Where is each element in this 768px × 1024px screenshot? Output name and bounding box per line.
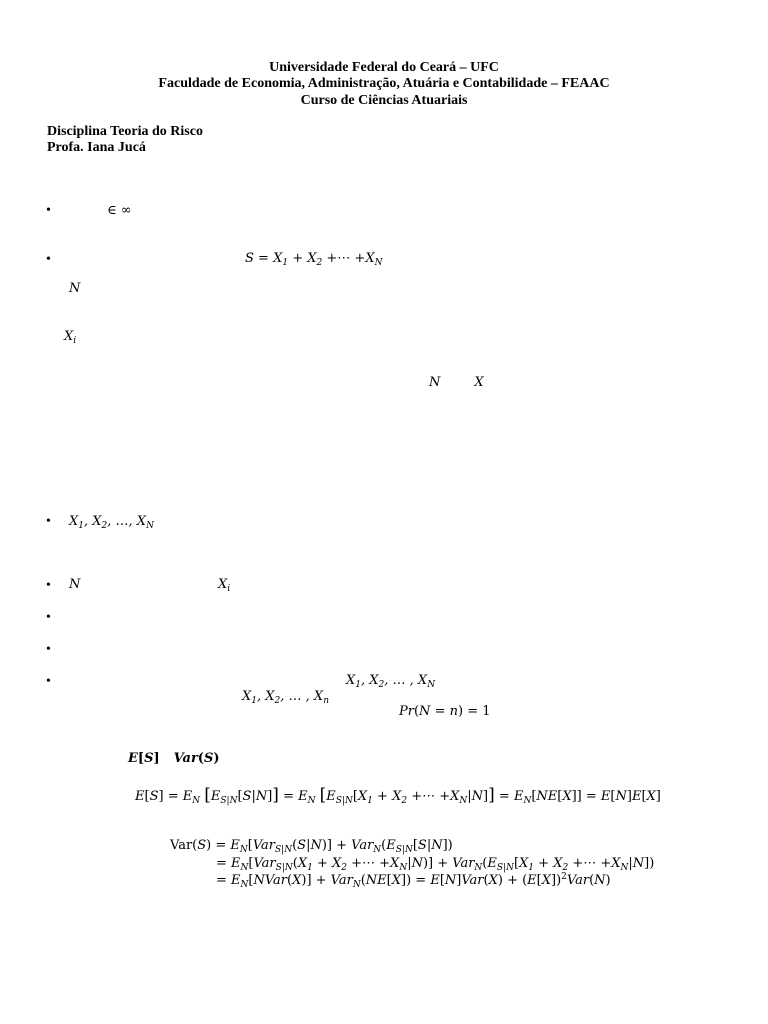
bullet-3: •	[46, 514, 51, 529]
university-name: Universidade Federal do Ceará – UFC	[269, 60, 499, 75]
xi-variable: $X_i$	[64, 329, 77, 346]
variance-formula-line-2: = $E_N[Var_{S|N}(X_1 + X_2$ +⋯ $+X_N|N)] + Var_N(E_{S|N}[X_1 + X_2$ +⋯ $+X_N|N$])	[216, 856, 655, 873]
bullet-1-symbols: ∈ ∞	[107, 203, 132, 218]
xi-variable-2: $X_i$	[218, 577, 231, 594]
formulas-heading: E[S] Var(S)	[128, 751, 220, 766]
teacher-name: Profa. Iana Jucá	[47, 140, 146, 155]
sum-equation: $S = X_1 + X_2$ +⋯ $+X_N$	[245, 251, 383, 268]
faculty-name: Faculdade de Economia, Administração, Atuária e Contabilidade – FEAAC	[158, 76, 610, 91]
variance-formula-line-1: $Var(S) = E_N[Var_{S|N}(S|N)] + Var_N(E_{S|N}[S|N])$	[170, 838, 453, 855]
discipline-name: Disciplina Teoria do Risco	[47, 124, 203, 139]
sequence-capital-n: $X_1$, $X_2$, … , $X_N$	[346, 673, 436, 690]
probability-equation: Pr(N = n) = 1	[399, 704, 491, 719]
variance-formula-line-3: = $E_N[NVar(X)] + Var_N(NE[X]) = E[N]Var(X) + (E[X])^2Var(N)$	[216, 872, 611, 890]
n-variable: N	[69, 281, 81, 296]
course-name: Curso de Ciências Atuariais	[300, 93, 468, 108]
severity-sequence: $X_1$, $X_2$, …, $X_N$	[69, 514, 154, 531]
n-and-x-variables: N X	[429, 375, 484, 390]
bullet-5: •	[46, 610, 51, 625]
n-variable-2: N	[69, 577, 81, 592]
bullet-6: •	[46, 642, 51, 657]
bullet-2: •	[46, 252, 51, 267]
bullet-1: •	[46, 203, 51, 218]
expectation-formula: $E[S] = E_N$ $[E_{S|N}[S|N]] = E_N$ [$E_{S|N}[X_1 + X_2$ +⋯ $+X_N|N]] = E_N[NE[X]] = E[N]E[X]$	[135, 785, 661, 806]
bullet-4: •	[46, 578, 51, 593]
sequence-small-n: $X_1$, $X_2$, … , $X_n$	[242, 689, 329, 706]
bullet-7: •	[46, 674, 51, 689]
